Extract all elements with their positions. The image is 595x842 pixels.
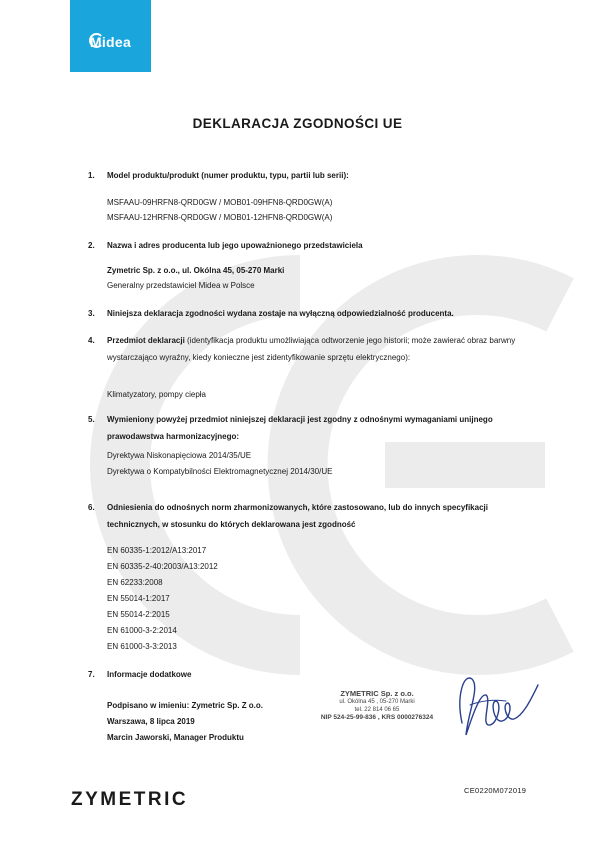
stamp-ids: NIP 524-25-99-836 , KRS 0000276324: [320, 714, 434, 721]
document-title: DEKLARACJA ZGODNOŚCI UE: [192, 116, 403, 131]
company-stamp: [297, 690, 457, 722]
section-5-heading: Wymieniony powyżej przedmiot niniejszej deklaracji jest zgodny z odnośnymi wymaganiami unijnego prawodawstwa harmonizacyjnego:: [107, 415, 493, 441]
section-1-heading: Model produktu/produkt (numer produktu, typu, partii lub serii):: [107, 171, 349, 180]
section-2-heading: Nazwa i adres producenta lub jego upoważnionego przedstawiciela: [107, 241, 363, 250]
section-3-number: 3.: [88, 309, 95, 318]
place-date: Warszawa, 8 lipca 2019: [107, 717, 195, 726]
section-4-heading: [107, 332, 537, 366]
standard-line-4: EN 55014-1:2017: [107, 594, 170, 603]
section-6-heading: Odniesienia do odnośnych norm zharmonizowanych, które zastosowano, lub do innych specyfikacji technicznych, w stosunku do których deklarowana jest zgodność: [107, 503, 488, 529]
section-4-heading-rest: (identyfikacja produktu umożliwiająca odtworzenie jego historii; może zawierać obraz barwny wystarczająco wyraźny, kiedy konieczne jest zidentyfikowanie sprzętu elektrycznego):: [107, 336, 516, 362]
standard-line-2: EN 60335-2-40:2003/A13:2012: [107, 562, 218, 571]
section-3-heading: Niniejsza deklaracja zgodności wydana zostaje na wyłączną odpowiedzialność producenta.: [107, 309, 454, 318]
standard-line-7: EN 61000-3-3:2013: [107, 642, 177, 651]
section-7-heading: Informacje dodatkowe: [107, 670, 192, 679]
product-subject: Klimatyzatory, pompy ciepła: [107, 390, 206, 399]
stamp-address: ul. Okólna 45 , 05-270 Marki: [339, 699, 415, 705]
signature: [450, 665, 550, 745]
section-1-number: 1.: [88, 171, 95, 180]
model-line-2: MSFAAU-12HRFN8-QRD0GW / MOB01-12HFN8-QRD0GW(A): [107, 213, 333, 222]
stamp-phone: tel. 22 814 06 65: [354, 707, 400, 713]
footer-brand-logo: ZYMETRIC: [71, 789, 189, 810]
section-6-number: 6.: [88, 503, 95, 512]
section-4-number: 4.: [88, 336, 95, 345]
producer-representative: Generalny przedstawiciel Midea w Polsce: [107, 281, 255, 290]
section-7-number: 7.: [88, 670, 95, 679]
directive-line-2: Dyrektywa o Kompatybilności Elektromagnetycznej 2014/30/UE: [107, 467, 333, 476]
section-2-number: 2.: [88, 241, 95, 250]
signatory: Marcin Jaworski, Manager Produktu: [107, 733, 244, 742]
midea-logo-text: Midea: [89, 34, 132, 50]
section-4-heading-bold: Przedmiot deklaracji: [107, 336, 185, 345]
standard-line-1: EN 60335-1:2012/A13:2017: [107, 546, 207, 555]
signed-for: Podpisano w imieniu: Zymetric Sp. Z o.o.: [107, 701, 264, 710]
model-line-1: MSFAAU-09HRFN8-QRD0GW / MOB01-09HFN8-QRD0GW(A): [107, 198, 333, 207]
stamp-company: ZYMETRIC Sp. z o.o.: [340, 689, 414, 698]
standard-line-3: EN 62233:2008: [107, 578, 163, 587]
section-5-number: 5.: [88, 415, 95, 424]
midea-logo: [70, 0, 151, 72]
directive-line-1: Dyrektywa Niskonapięciowa 2014/35/UE: [107, 451, 252, 460]
producer-address: Zymetric Sp. z o.o., ul. Okólna 45, 05-270 Marki: [107, 266, 285, 275]
standard-line-5: EN 55014-2:2015: [107, 610, 170, 619]
document-code: CE0220M072019: [464, 786, 527, 795]
standard-line-6: EN 61000-3-2:2014: [107, 626, 177, 635]
